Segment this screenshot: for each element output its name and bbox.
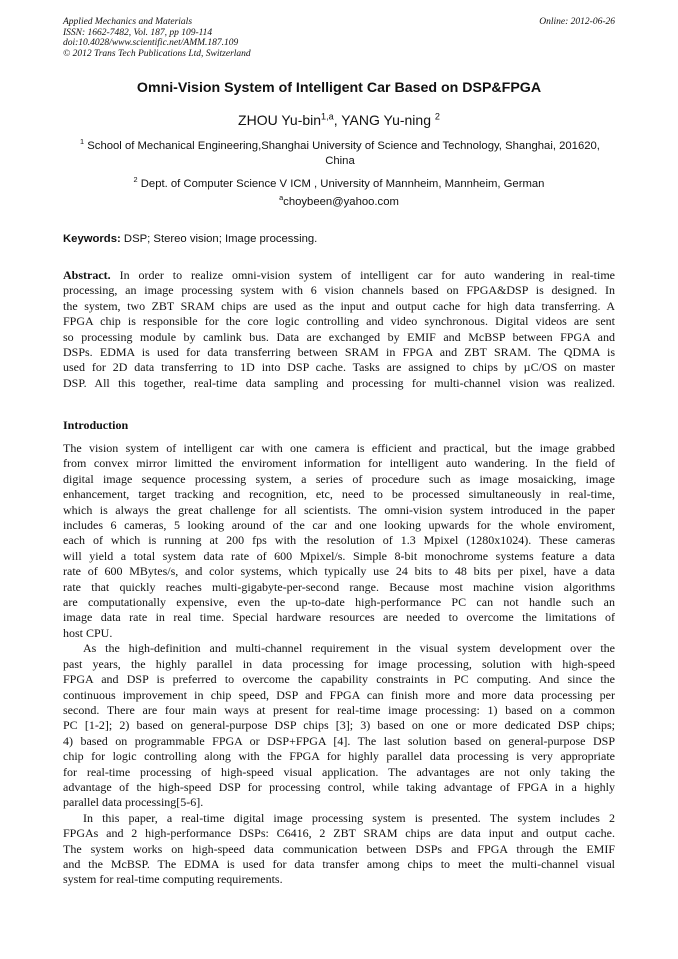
author-line: [0, 112, 678, 128]
issn-line: ISSN: 1662-7482, Vol. 187, pp 109-114: [63, 27, 213, 38]
intro-line: 4) based on programmable FPGA or DSP+FPGA [4]. The last solution based on general-purpose DSP: [63, 733, 615, 748]
intro-line: host CPU.: [63, 625, 113, 640]
intro-line: which is always the great challenge for all scientists. The omni-vision system introduced in the paper: [63, 502, 615, 517]
intro-line: second. There are four main ways at present for real-time image processing: 1) based on a common: [63, 702, 615, 717]
journal-name: Applied Mechanics and Materials: [63, 17, 193, 27]
affiliation-2: [0, 177, 678, 192]
intro-line: enhancement, target tracking and recognition, etc, need to be processed simultaneously in real-time,: [63, 487, 615, 502]
abstract-line: so processing module by camlink bus. Data are exchanged by EMIF and McBSP between FPGA and: [63, 329, 615, 344]
copyright-line: © 2012 Trans Tech Publications Ltd, Switzerland: [63, 48, 251, 59]
intro-line: rate that quickly reaches multi-gigabyte-per-second range. Because most machine vision algorithms: [63, 579, 615, 594]
intro-line: system for real-time computing requirements.: [63, 872, 283, 887]
intro-line: each of which is running at 200 fps with the resolution of 1.3 Mpixel (1280x1024). These cameras: [63, 533, 615, 548]
keywords: [63, 233, 317, 245]
intro-line: chip for logic controlling along with the FPGA for highly parallel data processing is very appropriate: [63, 749, 615, 764]
intro-line: In this paper, a real-time digital image processing system is presented. The system includes 2: [83, 810, 615, 825]
intro-line: are computationally expensive, even the up-to-date high-performance PC can not handle such an: [63, 595, 615, 610]
intro-line: will yield a total system data rate of 600 Mpixel/s. Simple 8-bit monochrome systems feature a data: [63, 548, 615, 563]
intro-line: past years, the highly parallel in data processing for image processing, solution with high-speed: [63, 656, 615, 671]
author-separator: ,: [333, 112, 342, 128]
intro-line: for real-time processing of high-speed visual application. The advantages are not only taking the: [63, 764, 615, 779]
email-line: [0, 195, 678, 210]
introduction-body: [63, 441, 615, 888]
abstract-line: DSP. All this together, real-time data sampling and processing for multi-channel vision was realized.: [63, 375, 615, 390]
abstract-label: Abstract.: [63, 268, 111, 282]
author-1-sup: 1,a: [321, 111, 334, 122]
intro-line: image data rate in real time. Special hardware resources are needed to overcome the limitations of: [63, 610, 615, 625]
keywords-text: DSP; Stereo vision; Image processing.: [120, 233, 318, 245]
affiliation-1: [70, 139, 610, 169]
journal-header: [63, 17, 251, 59]
affiliation-2-text: Dept. of Computer Science V ICM , University of Mannheim, Mannheim, German: [137, 178, 545, 190]
paper-title: Omni-Vision System of Intelligent Car Based on DSP&FPGA: [136, 80, 542, 96]
abstract-line: Abstract. In order to realize omni-vision system of intelligent car for auto wandering in real-time: [63, 268, 615, 282]
doi-line: doi:10.4028/www.scientific.net/AMM.187.109: [63, 38, 239, 49]
intro-line: continuous improvement in chip speed, DSP and FPGA can finish more and more data processing per: [63, 687, 615, 702]
affiliation-2-sup: 2: [133, 175, 138, 185]
intro-line: FPGA and DSP is preferred to overcome the capability constraints in PC computing. And since the: [63, 672, 615, 687]
keywords-label: Keywords:: [63, 233, 121, 245]
affiliation-1-text: School of Mechanical Engineering,Shanghai University of Science and Technology, Shanghai, 201620, China: [84, 140, 600, 167]
abstract-line: used for 2D data transferring to 1D into DSP cache. Tasks are assigned to chips by µC/OS on master: [63, 360, 615, 375]
intro-line: PC [1-2]; 2) based on general-purpose DSP chips [3]; 3) based on one or more dedicated DSP chips;: [63, 718, 615, 733]
abstract-line: FPGA chip is responsible for the core logic controlling and video synchronous. Digital videos are sent: [63, 314, 615, 329]
intro-line: advantage of the high-speed DSP for processing control, while taking advantage of FPGA in a highly: [63, 779, 615, 794]
intro-line: digital image sequence processing system, a series of procedure such as image mosaicking, image: [63, 471, 615, 486]
intro-line: from convex mirror limitted the enviroment information for intelligent auto wandering. In the field of: [63, 456, 615, 471]
intro-line: The vision system of intelligent car with one camera is efficient and practical, but the image grabbed: [63, 441, 615, 455]
online-date: Online: 2012-06-26: [539, 17, 615, 27]
affiliation-1-sup: 1: [80, 137, 85, 147]
introduction-heading: Introduction: [63, 418, 129, 432]
intro-line: includes 6 cameras, 5 looking around of the car and one looking upwards for the whole enviroment,: [63, 518, 615, 533]
intro-line: The system works on high-speed data communication between DSPs and FPGA through the EMIF: [63, 841, 615, 856]
email-sup: a: [279, 193, 284, 203]
intro-line: parallel data processing[5-6].: [63, 795, 204, 810]
intro-line: As the high-definition and multi-channel requirement in the visual system development over the: [83, 641, 615, 656]
intro-line: FPGAs and 2 high-performance DSPs: C6416, 2 ZBT SRAM chips are data input and output cache.: [63, 826, 615, 841]
author-1: ZHOU Yu-bin: [238, 112, 322, 128]
author-2-sup: 2: [434, 111, 440, 122]
email-address: choybeen@yahoo.com: [283, 196, 399, 208]
author-2: YANG Yu-ning: [341, 112, 435, 128]
abstract-line: the system, two ZBT SRAM chips are used as the input and output cache for high data transferring. A: [63, 298, 615, 313]
abstract-line: DSPs. EDMA is used for data transferring between SRAM in FPGA and ZBT SRAM. The QDMA is: [63, 345, 615, 360]
intro-line: and the McBSP. The EDMA is used for data transfer among chips to meet the multi-channel visual: [63, 856, 615, 871]
abstract-line: processing, an image processing system with 6 vision channels based on FPGA&DSP is designed. In: [63, 283, 615, 298]
intro-line: rate of 600 MBytes/s, and color systems, which typically use 24 bits to 48 bits per pixel, have a data: [63, 564, 615, 579]
abstract: [63, 268, 615, 391]
